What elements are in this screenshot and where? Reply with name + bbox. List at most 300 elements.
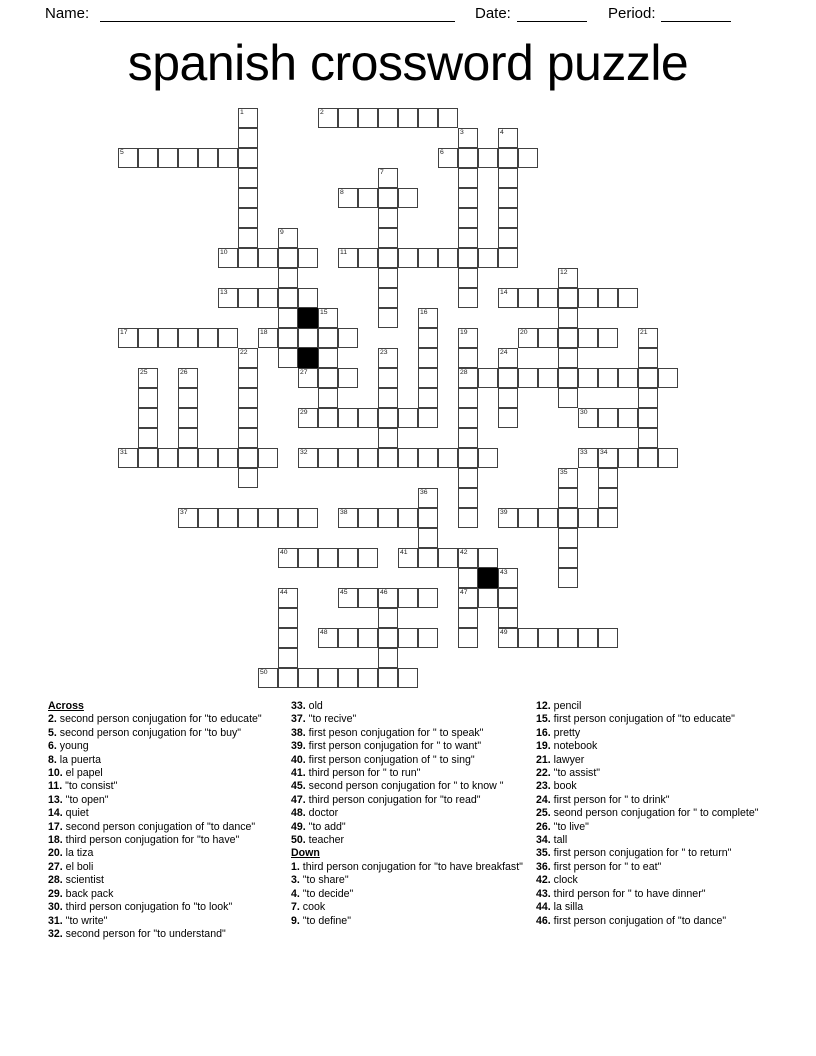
grid-cell-15-0[interactable] — [418, 108, 438, 128]
grid-cell-22-13[interactable] — [558, 368, 578, 388]
grid-cell-3-14[interactable] — [178, 388, 198, 408]
grid-cell-23-26[interactable] — [578, 628, 598, 648]
grid-cell-16-22[interactable] — [438, 548, 458, 568]
grid-cell-8-22[interactable] — [278, 548, 298, 568]
grid-cell-15-20[interactable] — [418, 508, 438, 528]
grid-cell-3-17[interactable] — [178, 448, 198, 468]
grid-cell-22-12[interactable] — [558, 348, 578, 368]
grid-cell-11-17[interactable] — [338, 448, 358, 468]
grid-cell-24-11[interactable] — [598, 328, 618, 348]
grid-cell-23-11[interactable] — [578, 328, 598, 348]
grid-cell-19-14[interactable] — [498, 388, 518, 408]
grid-cell-12-15[interactable] — [358, 408, 378, 428]
grid-cell-15-12[interactable] — [418, 348, 438, 368]
grid-cell-13-5[interactable] — [378, 208, 398, 228]
grid-cell-6-6[interactable] — [238, 228, 258, 248]
cell-number-36: 36 — [420, 488, 428, 496]
grid-cell-16-0[interactable] — [438, 108, 458, 128]
grid-cell-5-2[interactable] — [218, 148, 238, 168]
grid-cell-13-9[interactable] — [378, 288, 398, 308]
grid-cell-24-15[interactable] — [598, 408, 618, 428]
grid-cell-9-20[interactable] — [298, 508, 318, 528]
grid-cell-17-16[interactable] — [458, 428, 478, 448]
cell-number-17: 17 — [120, 328, 128, 336]
grid-cell-21-13[interactable] — [538, 368, 558, 388]
grid-cell-12-4[interactable] — [358, 188, 378, 208]
grid-cell-25-17[interactable] — [618, 448, 638, 468]
grid-cell-21-26[interactable] — [538, 628, 558, 648]
grid-cell-14-7[interactable] — [398, 248, 418, 268]
grid-cell-14-22[interactable] — [398, 548, 418, 568]
grid-cell-9-11[interactable] — [298, 328, 318, 348]
grid-cell-17-25[interactable] — [458, 608, 478, 628]
grid-cell-14-28[interactable] — [398, 668, 418, 688]
grid-cell-1-2[interactable] — [138, 148, 158, 168]
page-title: spanish crossword puzzle — [127, 35, 689, 91]
grid-cell-27-13[interactable] — [658, 368, 678, 388]
grid-cell-6-5[interactable] — [238, 208, 258, 228]
grid-cell-24-18[interactable] — [598, 468, 618, 488]
grid-cell-19-24[interactable] — [498, 588, 518, 608]
clue-22: 22. "to assist" — [536, 767, 601, 780]
cell-number-9: 9 — [280, 228, 284, 236]
grid-cell-17-11[interactable] — [458, 328, 478, 348]
clue-3: 3. "to share" — [291, 874, 349, 887]
grid-cell-17-1[interactable] — [458, 128, 478, 148]
grid-cell-9-28[interactable] — [298, 668, 318, 688]
grid-cell-17-23[interactable] — [458, 568, 478, 588]
grid-cell-13-0[interactable] — [378, 108, 398, 128]
grid-cell-9-15[interactable] — [298, 408, 318, 428]
cell-number-46: 46 — [380, 588, 388, 596]
grid-cell-23-20[interactable] — [578, 508, 598, 528]
grid-cell-16-7[interactable] — [438, 248, 458, 268]
grid-cell-8-28[interactable] — [278, 668, 298, 688]
grid-cell-17-15[interactable] — [458, 408, 478, 428]
grid-cell-19-20[interactable] — [498, 508, 518, 528]
clue-32: 32. second person for "to understand" — [48, 927, 226, 940]
cell-number-19: 19 — [460, 328, 468, 336]
grid-cell-18-24[interactable] — [478, 588, 498, 608]
clue-23: 23. book — [536, 780, 577, 793]
grid-cell-1-15[interactable] — [138, 408, 158, 428]
black-cell-9-12 — [298, 348, 318, 368]
grid-cell-10-26[interactable] — [318, 628, 338, 648]
grid-cell-22-22[interactable] — [558, 548, 578, 568]
grid-cell-9-9[interactable] — [298, 288, 318, 308]
grid-cell-17-12[interactable] — [458, 348, 478, 368]
grid-cell-19-12[interactable] — [498, 348, 518, 368]
grid-cell-11-20[interactable] — [338, 508, 358, 528]
grid-cell-21-11[interactable] — [538, 328, 558, 348]
grid-cell-8-8[interactable] — [278, 268, 298, 288]
grid-cell-15-21[interactable] — [418, 528, 438, 548]
cell-number-49: 49 — [500, 628, 508, 636]
grid-cell-13-4[interactable] — [378, 188, 398, 208]
grid-cell-12-28[interactable] — [358, 668, 378, 688]
grid-cell-20-11[interactable] — [518, 328, 538, 348]
grid-cell-26-11[interactable] — [638, 328, 658, 348]
grid-cell-17-14[interactable] — [458, 388, 478, 408]
grid-cell-17-17[interactable] — [458, 448, 478, 468]
cell-number-43: 43 — [500, 568, 508, 576]
grid-cell-19-25[interactable] — [498, 608, 518, 628]
grid-cell-6-17[interactable] — [238, 448, 258, 468]
grid-cell-0-17[interactable] — [118, 448, 138, 468]
grid-cell-20-13[interactable] — [518, 368, 538, 388]
grid-cell-13-8[interactable] — [378, 268, 398, 288]
grid-cell-20-20[interactable] — [518, 508, 538, 528]
grid-cell-25-13[interactable] — [618, 368, 638, 388]
grid-cell-17-8[interactable] — [458, 268, 478, 288]
grid-cell-8-27[interactable] — [278, 648, 298, 668]
grid-cell-13-25[interactable] — [378, 608, 398, 628]
grid-cell-22-9[interactable] — [558, 288, 578, 308]
grid-cell-11-26[interactable] — [338, 628, 358, 648]
grid-cell-6-16[interactable] — [238, 428, 258, 448]
grid-cell-22-11[interactable] — [558, 328, 578, 348]
grid-cell-17-20[interactable] — [458, 508, 478, 528]
grid-cell-24-20[interactable] — [598, 508, 618, 528]
grid-cell-1-14[interactable] — [138, 388, 158, 408]
clue-31: 31. "to write" — [48, 914, 108, 927]
grid-cell-13-24[interactable] — [378, 588, 398, 608]
grid-cell-19-9[interactable] — [498, 288, 518, 308]
grid-cell-2-11[interactable] — [158, 328, 178, 348]
grid-cell-5-9[interactable] — [218, 288, 238, 308]
grid-cell-19-13[interactable] — [498, 368, 518, 388]
grid-cell-24-9[interactable] — [598, 288, 618, 308]
grid-cell-19-1[interactable] — [498, 128, 518, 148]
grid-cell-24-17[interactable] — [598, 448, 618, 468]
grid-cell-13-3[interactable] — [378, 168, 398, 188]
grid-cell-19-23[interactable] — [498, 568, 518, 588]
grid-cell-22-10[interactable] — [558, 308, 578, 328]
grid-cell-19-5[interactable] — [498, 208, 518, 228]
grid-cell-1-17[interactable] — [138, 448, 158, 468]
grid-cell-15-11[interactable] — [418, 328, 438, 348]
grid-cell-6-7[interactable] — [238, 248, 258, 268]
grid-cell-17-6[interactable] — [458, 228, 478, 248]
date-blank-line[interactable] — [517, 5, 587, 22]
clue-43: 43. third person for " to have dinner" — [536, 887, 706, 900]
grid-cell-25-15[interactable] — [618, 408, 638, 428]
grid-cell-11-28[interactable] — [338, 668, 358, 688]
grid-cell-13-16[interactable] — [378, 428, 398, 448]
grid-cell-13-13[interactable] — [378, 368, 398, 388]
grid-cell-2-2[interactable] — [158, 148, 178, 168]
grid-cell-8-9[interactable] — [278, 288, 298, 308]
grid-cell-20-9[interactable] — [518, 288, 538, 308]
grid-cell-18-22[interactable] — [478, 548, 498, 568]
grid-cell-15-7[interactable] — [418, 248, 438, 268]
grid-cell-27-17[interactable] — [658, 448, 678, 468]
grid-cell-12-22[interactable] — [358, 548, 378, 568]
grid-cell-24-13[interactable] — [598, 368, 618, 388]
grid-cell-17-22[interactable] — [458, 548, 478, 568]
grid-cell-19-6[interactable] — [498, 228, 518, 248]
grid-cell-9-13[interactable] — [298, 368, 318, 388]
grid-cell-15-22[interactable] — [418, 548, 438, 568]
grid-cell-14-17[interactable] — [398, 448, 418, 468]
grid-cell-10-14[interactable] — [318, 388, 338, 408]
grid-cell-6-18[interactable] — [238, 468, 258, 488]
grid-cell-13-14[interactable] — [378, 388, 398, 408]
clue-36: 36. first person for " to eat" — [536, 860, 662, 873]
grid-cell-13-15[interactable] — [378, 408, 398, 428]
grid-cell-11-0[interactable] — [338, 108, 358, 128]
grid-cell-22-8[interactable] — [558, 268, 578, 288]
grid-cell-20-2[interactable] — [518, 148, 538, 168]
grid-cell-22-19[interactable] — [558, 488, 578, 508]
grid-cell-26-15[interactable] — [638, 408, 658, 428]
grid-cell-10-11[interactable] — [318, 328, 338, 348]
cell-number-38: 38 — [340, 508, 348, 516]
grid-cell-6-13[interactable] — [238, 368, 258, 388]
grid-cell-11-24[interactable] — [338, 588, 358, 608]
grid-cell-16-2[interactable] — [438, 148, 458, 168]
grid-cell-4-2[interactable] — [198, 148, 218, 168]
grid-cell-15-17[interactable] — [418, 448, 438, 468]
grid-cell-17-3[interactable] — [458, 168, 478, 188]
grid-cell-26-14[interactable] — [638, 388, 658, 408]
grid-cell-23-17[interactable] — [578, 448, 598, 468]
grid-cell-10-13[interactable] — [318, 368, 338, 388]
grid-cell-14-24[interactable] — [398, 588, 418, 608]
grid-cell-12-24[interactable] — [358, 588, 378, 608]
grid-cell-10-10[interactable] — [318, 308, 338, 328]
grid-cell-9-7[interactable] — [298, 248, 318, 268]
grid-cell-3-20[interactable] — [178, 508, 198, 528]
grid-cell-20-26[interactable] — [518, 628, 538, 648]
grid-cell-19-26[interactable] — [498, 628, 518, 648]
grid-cell-11-13[interactable] — [338, 368, 358, 388]
grid-cell-22-20[interactable] — [558, 508, 578, 528]
grid-cell-6-12[interactable] — [238, 348, 258, 368]
grid-cell-22-23[interactable] — [558, 568, 578, 588]
clue-2: 2. second person conjugation for "to educate" — [48, 713, 262, 726]
grid-cell-7-9[interactable] — [258, 288, 278, 308]
grid-cell-17-4[interactable] — [458, 188, 478, 208]
grid-cell-8-7[interactable] — [278, 248, 298, 268]
grid-cell-1-11[interactable] — [138, 328, 158, 348]
grid-cell-8-12[interactable] — [278, 348, 298, 368]
cell-number-24: 24 — [500, 348, 508, 356]
grid-cell-21-20[interactable] — [538, 508, 558, 528]
grid-cell-23-13[interactable] — [578, 368, 598, 388]
grid-cell-7-17[interactable] — [258, 448, 278, 468]
grid-cell-7-20[interactable] — [258, 508, 278, 528]
grid-cell-13-7[interactable] — [378, 248, 398, 268]
cell-number-40: 40 — [280, 548, 288, 556]
grid-cell-22-18[interactable] — [558, 468, 578, 488]
grid-cell-3-11[interactable] — [178, 328, 198, 348]
grid-cell-11-4[interactable] — [338, 188, 358, 208]
grid-cell-4-11[interactable] — [198, 328, 218, 348]
grid-cell-6-9[interactable] — [238, 288, 258, 308]
grid-cell-26-13[interactable] — [638, 368, 658, 388]
grid-cell-13-10[interactable] — [378, 308, 398, 328]
grid-cell-17-24[interactable] — [458, 588, 478, 608]
grid-cell-5-11[interactable] — [218, 328, 238, 348]
grid-cell-15-10[interactable] — [418, 308, 438, 328]
grid-cell-25-9[interactable] — [618, 288, 638, 308]
grid-cell-8-20[interactable] — [278, 508, 298, 528]
grid-cell-26-17[interactable] — [638, 448, 658, 468]
grid-cell-15-26[interactable] — [418, 628, 438, 648]
grid-cell-15-13[interactable] — [418, 368, 438, 388]
grid-cell-15-15[interactable] — [418, 408, 438, 428]
grid-cell-17-26[interactable] — [458, 628, 478, 648]
grid-cell-8-24[interactable] — [278, 588, 298, 608]
grid-cell-8-26[interactable] — [278, 628, 298, 648]
grid-cell-18-13[interactable] — [478, 368, 498, 388]
grid-cell-13-27[interactable] — [378, 648, 398, 668]
clue-8: 8. la puerta — [48, 753, 102, 766]
grid-cell-8-25[interactable] — [278, 608, 298, 628]
grid-cell-6-1[interactable] — [238, 128, 258, 148]
grid-cell-7-11[interactable] — [258, 328, 278, 348]
grid-cell-23-9[interactable] — [578, 288, 598, 308]
grid-cell-26-12[interactable] — [638, 348, 658, 368]
grid-cell-9-22[interactable] — [298, 548, 318, 568]
grid-cell-18-2[interactable] — [478, 148, 498, 168]
grid-cell-24-26[interactable] — [598, 628, 618, 648]
clue-37: 37. "to recive" — [291, 713, 357, 726]
grid-cell-5-7[interactable] — [218, 248, 238, 268]
grid-cell-3-15[interactable] — [178, 408, 198, 428]
grid-cell-6-2[interactable] — [238, 148, 258, 168]
grid-cell-10-28[interactable] — [318, 668, 338, 688]
grid-cell-22-14[interactable] — [558, 388, 578, 408]
grid-cell-4-20[interactable] — [198, 508, 218, 528]
name-blank-line[interactable] — [100, 5, 455, 22]
grid-cell-13-28[interactable] — [378, 668, 398, 688]
grid-cell-7-28[interactable] — [258, 668, 278, 688]
grid-cell-3-16[interactable] — [178, 428, 198, 448]
grid-cell-5-17[interactable] — [218, 448, 238, 468]
grid-cell-11-7[interactable] — [338, 248, 358, 268]
grid-cell-17-2[interactable] — [458, 148, 478, 168]
clue-5: 5. second person conjugation for "to buy" — [48, 726, 242, 739]
grid-cell-14-15[interactable] — [398, 408, 418, 428]
grid-cell-12-7[interactable] — [358, 248, 378, 268]
grid-cell-23-15[interactable] — [578, 408, 598, 428]
grid-cell-13-26[interactable] — [378, 628, 398, 648]
grid-cell-19-15[interactable] — [498, 408, 518, 428]
grid-cell-13-12[interactable] — [378, 348, 398, 368]
grid-cell-15-24[interactable] — [418, 588, 438, 608]
grid-cell-19-7[interactable] — [498, 248, 518, 268]
grid-cell-6-14[interactable] — [238, 388, 258, 408]
grid-cell-8-6[interactable] — [278, 228, 298, 248]
grid-cell-1-16[interactable] — [138, 428, 158, 448]
grid-cell-5-20[interactable] — [218, 508, 238, 528]
grid-cell-10-0[interactable] — [318, 108, 338, 128]
grid-cell-12-20[interactable] — [358, 508, 378, 528]
grid-cell-11-15[interactable] — [338, 408, 358, 428]
grid-cell-6-0[interactable] — [238, 108, 258, 128]
grid-cell-6-4[interactable] — [238, 188, 258, 208]
grid-cell-18-7[interactable] — [478, 248, 498, 268]
grid-cell-17-7[interactable] — [458, 248, 478, 268]
clue-38: 38. first peson conjugation for " to speak" — [291, 726, 484, 739]
grid-cell-19-4[interactable] — [498, 188, 518, 208]
grid-cell-4-17[interactable] — [198, 448, 218, 468]
clue-45: 45. second person conjugation for " to know " — [291, 780, 504, 793]
grid-cell-11-11[interactable] — [338, 328, 358, 348]
grid-cell-7-7[interactable] — [258, 248, 278, 268]
grid-cell-8-10[interactable] — [278, 308, 298, 328]
grid-cell-18-17[interactable] — [478, 448, 498, 468]
grid-cell-13-6[interactable] — [378, 228, 398, 248]
grid-cell-19-3[interactable] — [498, 168, 518, 188]
cell-number-33: 33 — [580, 448, 588, 456]
grid-cell-12-17[interactable] — [358, 448, 378, 468]
grid-cell-8-11[interactable] — [278, 328, 298, 348]
grid-cell-10-22[interactable] — [318, 548, 338, 568]
grid-cell-15-14[interactable] — [418, 388, 438, 408]
name-label: Name: — [45, 5, 90, 22]
grid-cell-19-2[interactable] — [498, 148, 518, 168]
grid-cell-6-3[interactable] — [238, 168, 258, 188]
clue-6: 6. young — [48, 740, 89, 753]
grid-cell-14-4[interactable] — [398, 188, 418, 208]
grid-cell-10-15[interactable] — [318, 408, 338, 428]
grid-cell-14-0[interactable] — [398, 108, 418, 128]
grid-cell-26-16[interactable] — [638, 428, 658, 448]
grid-cell-22-21[interactable] — [558, 528, 578, 548]
grid-cell-21-9[interactable] — [538, 288, 558, 308]
grid-cell-11-22[interactable] — [338, 548, 358, 568]
grid-cell-12-0[interactable] — [358, 108, 378, 128]
cell-number-23: 23 — [380, 348, 388, 356]
grid-cell-17-9[interactable] — [458, 288, 478, 308]
grid-cell-17-18[interactable] — [458, 468, 478, 488]
grid-cell-24-19[interactable] — [598, 488, 618, 508]
grid-cell-3-2[interactable] — [178, 148, 198, 168]
grid-cell-22-26[interactable] — [558, 628, 578, 648]
cell-number-21: 21 — [640, 328, 648, 336]
grid-cell-15-19[interactable] — [418, 488, 438, 508]
grid-cell-16-17[interactable] — [438, 448, 458, 468]
grid-cell-6-20[interactable] — [238, 508, 258, 528]
grid-cell-13-17[interactable] — [378, 448, 398, 468]
grid-cell-6-15[interactable] — [238, 408, 258, 428]
grid-cell-17-13[interactable] — [458, 368, 478, 388]
cell-number-42: 42 — [460, 548, 468, 556]
grid-cell-17-19[interactable] — [458, 488, 478, 508]
grid-cell-12-26[interactable] — [358, 628, 378, 648]
grid-cell-3-13[interactable] — [178, 368, 198, 388]
grid-cell-9-17[interactable] — [298, 448, 318, 468]
grid-cell-0-11[interactable] — [118, 328, 138, 348]
period-blank-line[interactable] — [661, 5, 731, 22]
grid-cell-14-26[interactable] — [398, 628, 418, 648]
clue-42: 42. clock — [536, 874, 578, 887]
clue-29: 29. back pack — [48, 887, 114, 900]
cell-number-11: 11 — [340, 248, 348, 256]
grid-cell-1-13[interactable] — [138, 368, 158, 388]
grid-cell-10-12[interactable] — [318, 348, 338, 368]
grid-cell-2-17[interactable] — [158, 448, 178, 468]
grid-cell-17-5[interactable] — [458, 208, 478, 228]
grid-cell-14-20[interactable] — [398, 508, 418, 528]
grid-cell-10-17[interactable] — [318, 448, 338, 468]
grid-cell-13-20[interactable] — [378, 508, 398, 528]
grid-cell-0-2[interactable] — [118, 148, 138, 168]
black-cell-9-10 — [298, 308, 318, 328]
